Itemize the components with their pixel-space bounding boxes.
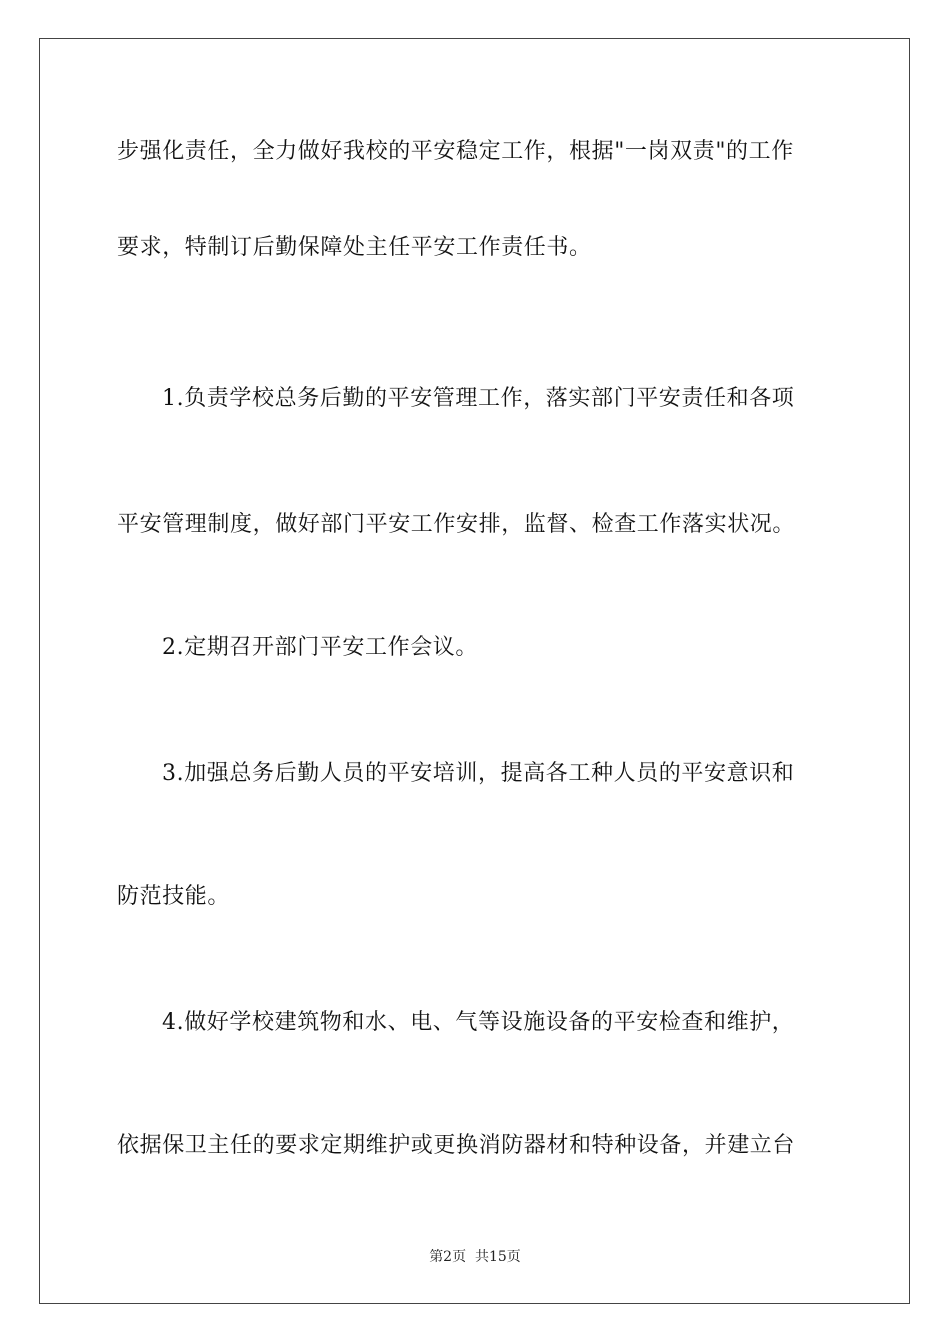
item-1-line-1: 1.负责学校总务后勤的平安管理工作，落实部门平安责任和各项 [162, 386, 795, 411]
item-4-line-1: 4.做好学校建筑物和水、电、气等设施设备的平安检查和维护， [162, 1010, 795, 1035]
item-1-line-2: 平安管理制度，做好部门平安工作安排，监督、检查工作落实状况。 [117, 512, 796, 537]
item-4-line-2: 依据保卫主任的要求定期维护或更换消防器材和特种设备，并建立台 [117, 1133, 796, 1158]
body-line-1: 步强化责任，全力做好我校的平安稳定工作，根据"一岗双责"的工作 [117, 139, 794, 164]
item-2-line-1: 2.定期召开部门平安工作会议。 [162, 635, 478, 660]
body-line-2: 要求，特制订后勤保障处主任平安工作责任书。 [117, 235, 592, 260]
item-3-line-2: 防范技能。 [117, 884, 231, 909]
page-border [39, 38, 910, 1304]
item-3-line-1: 3.加强总务后勤人员的平安培训，提高各工种人员的平安意识和 [162, 761, 795, 786]
page-number: 第2页 共15页 [429, 1249, 521, 1265]
